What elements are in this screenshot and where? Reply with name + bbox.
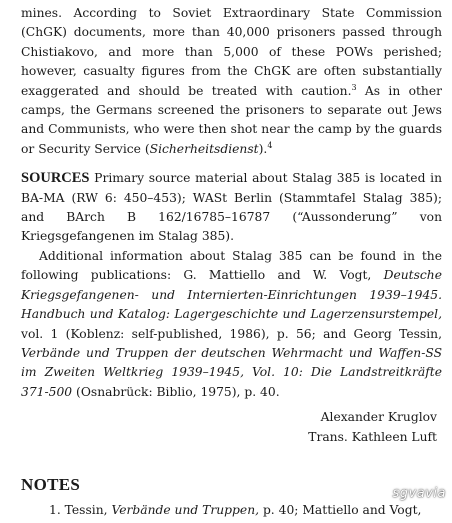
note-text: p. 40; Mattiello and Vogt, (259, 502, 422, 517)
footnote-ref[interactable]: 4 (267, 140, 273, 150)
note-text: Tessin, (60, 502, 112, 517)
paragraph-text: mines. According to Soviet Extraordinary State Commission (ChGK) documents, more than 40,000 prisoners passed through Chistiakovo, and more than 5,000 of these POWs perished; however, casualty figures from the ChGK are often substantially exaggerated and should be treated with caution. (21, 6, 442, 98)
watermark: sgvavia (392, 486, 446, 501)
body-paragraph (21, 4, 442, 159)
author-name: Alexander Kruglov (320, 410, 437, 425)
paragraph-text: ). (258, 141, 268, 156)
book-title: Verbände und Truppen der deutschen Wehrmacht und Waffen-SS im Zweiten Weltkrieg 1939–1945, Vol. 10: Die Landstreitkräfte 371-500 (21, 345, 442, 399)
document-page (21, 4, 442, 520)
sources-paragraph (21, 169, 442, 247)
sources-heading: SOURCES (21, 170, 90, 187)
paragraph-text: (Osnabrück: Biblio, 1975), p. 40. (72, 384, 280, 399)
paragraph-text: Additional information about Stalag 385 can be found in the following publications: G. Mattiello and W. Vogt, (21, 248, 442, 283)
translator-name: Trans. Kathleen Luft (308, 429, 437, 444)
paragraph-text: As in other camps, the Germans screened the prisoners to separate out Jews and Communists, who were then shot near the camp by the guards or Security Service ( (21, 83, 442, 156)
note-number: 1. (49, 502, 61, 517)
note-title: Verbände und Truppen, (111, 502, 260, 517)
signature-block (21, 408, 442, 447)
sources-text: Primary source material about Stalag 385 is located in BA-MA (RW 6: 450–453); WASt Berlin (Stammtafel Stalag 385); and BArch B 162/16785–16787 (“Aussonderung” von Kriegsgefangenen im Stalag 385). (21, 171, 442, 244)
notes-heading: NOTES (21, 474, 81, 494)
footnote-ref[interactable]: 3 (351, 82, 357, 92)
additional-info-paragraph (21, 247, 442, 402)
italic-term: Sicherheitsdienst (149, 141, 259, 156)
book-title: Deutsche Kriegsgefangenen- und Internierten-Einrichtungen 1939–1945. Handbuch und Katalog: Lagergeschichte und Lagerzensurstempel, (21, 268, 442, 322)
paragraph-text: vol. 1 (Koblenz: self-published, 1986), p. 56; and Georg Tessin, (21, 326, 442, 341)
note-item (21, 501, 442, 520)
